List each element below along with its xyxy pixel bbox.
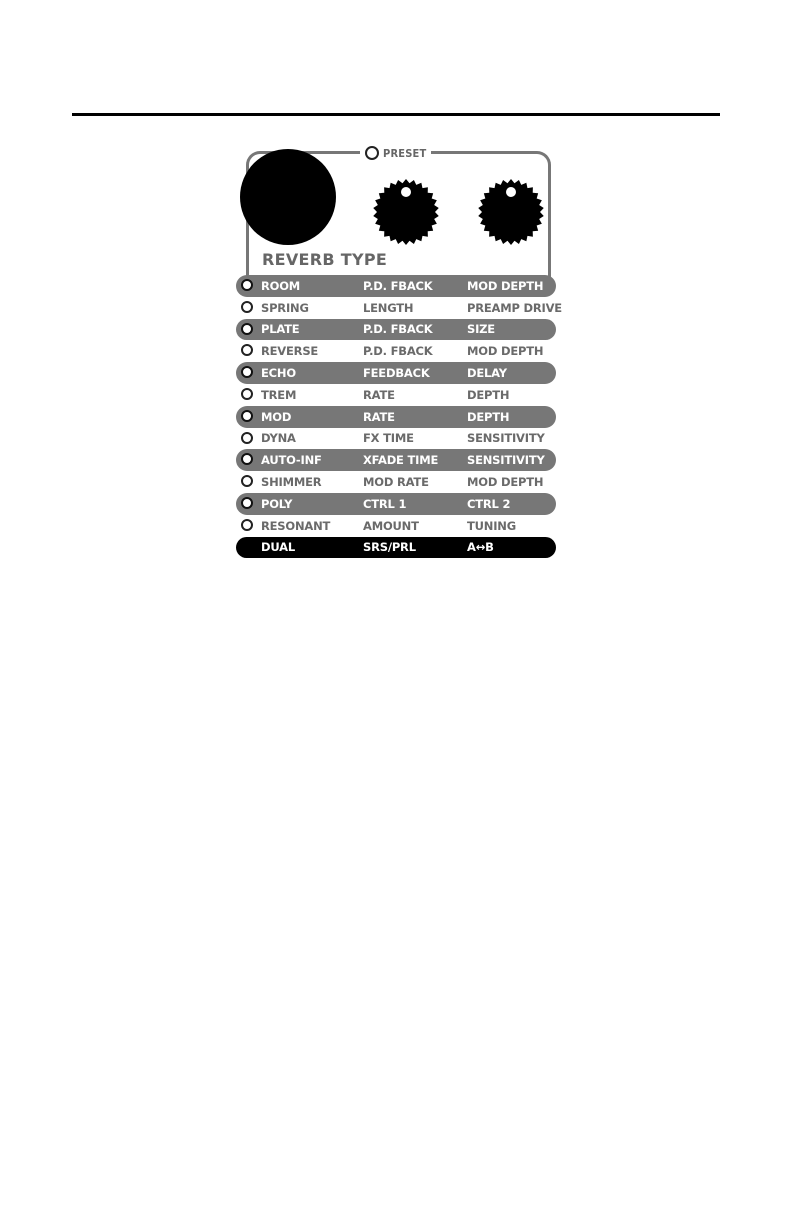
knob-1-icon xyxy=(372,178,440,246)
reverb-type-row xyxy=(236,493,556,515)
reverb-type-row xyxy=(236,297,562,319)
param1-label: SRS/PRL xyxy=(363,540,416,555)
knob-pointer-dot xyxy=(401,187,411,197)
type-led-icon xyxy=(241,475,253,487)
reverb-type-row xyxy=(236,406,556,428)
reverb-type-name: DUAL xyxy=(261,540,295,555)
type-led-icon xyxy=(241,410,253,422)
reverb-type-name: ECHO xyxy=(261,366,296,381)
param2-label: SENSITIVITY xyxy=(467,453,545,468)
param1-label: RATE xyxy=(363,387,395,402)
param2-label: TUNING xyxy=(467,518,516,533)
reverb-type-name: ROOM xyxy=(261,278,301,293)
type-led-icon xyxy=(241,301,253,313)
param1-label: FEEDBACK xyxy=(363,366,430,381)
section-title: REVERB TYPE xyxy=(262,250,388,269)
preset-label: PRESET xyxy=(383,146,427,160)
param1-label: AMOUNT xyxy=(363,518,419,533)
type-led-icon xyxy=(241,453,253,465)
param1-label: CTRL 1 xyxy=(363,496,407,511)
param1-label: MOD RATE xyxy=(363,475,429,490)
param2-label: A↔B xyxy=(467,540,494,555)
param2-label: CTRL 2 xyxy=(467,496,511,511)
type-led-icon xyxy=(241,432,253,444)
preset-led-icon xyxy=(365,146,379,160)
reverb-type-row xyxy=(236,471,556,493)
reverb-type-name: TREM xyxy=(261,387,297,402)
type-led-icon xyxy=(241,497,253,509)
reverb-type-name: SPRING xyxy=(261,300,309,315)
param2-label: MOD DEPTH xyxy=(467,278,544,293)
param2-label: DELAY xyxy=(467,366,507,381)
param2-label: DEPTH xyxy=(467,409,510,424)
reverb-type-name: AUTO-INF xyxy=(261,453,322,468)
type-led-icon xyxy=(241,279,253,291)
footswitch-icon xyxy=(240,149,336,245)
reverb-type-list xyxy=(236,275,562,558)
reverb-type-row xyxy=(236,362,556,384)
reverb-type-row xyxy=(236,515,556,537)
reverb-type-name: DYNA xyxy=(261,431,296,446)
reverb-type-name: POLY xyxy=(261,496,293,511)
type-led-icon xyxy=(241,519,253,531)
param2-label: SIZE xyxy=(467,322,495,337)
type-led-icon xyxy=(241,323,253,335)
param2-label: MOD DEPTH xyxy=(467,475,544,490)
reverb-type-row xyxy=(236,537,556,559)
knob-pointer-dot xyxy=(506,187,516,197)
reverb-type-row xyxy=(236,319,556,341)
param2-label: SENSITIVITY xyxy=(467,431,545,446)
preset-indicator xyxy=(360,143,431,163)
param2-label: DEPTH xyxy=(467,387,510,402)
param1-label: RATE xyxy=(363,409,395,424)
reverb-type-row xyxy=(236,340,556,362)
reverb-type-row xyxy=(236,449,556,471)
type-led-icon xyxy=(241,388,253,400)
param1-label: P.D. FBACK xyxy=(363,344,433,359)
reverb-type-row xyxy=(236,428,556,450)
param2-label: MOD DEPTH xyxy=(467,344,544,359)
reverb-type-name: MOD xyxy=(261,409,292,424)
param1-label: P.D. FBACK xyxy=(363,322,433,337)
reverb-type-name: SHIMMER xyxy=(261,475,322,490)
reverb-type-name: PLATE xyxy=(261,322,300,337)
reverb-type-row xyxy=(236,384,556,406)
type-led-icon xyxy=(241,366,253,378)
reverb-type-name: RESONANT xyxy=(261,518,331,533)
reverb-type-row xyxy=(236,275,556,297)
param1-label: FX TIME xyxy=(363,431,414,446)
param1-label: XFADE TIME xyxy=(363,453,439,468)
param2-label: PREAMP DRIVE xyxy=(467,300,562,315)
reverb-type-name: REVERSE xyxy=(261,344,319,359)
knob-2-icon xyxy=(477,178,545,246)
param1-label: P.D. FBACK xyxy=(363,278,433,293)
type-led-icon xyxy=(241,344,253,356)
param1-label: LENGTH xyxy=(363,300,414,315)
